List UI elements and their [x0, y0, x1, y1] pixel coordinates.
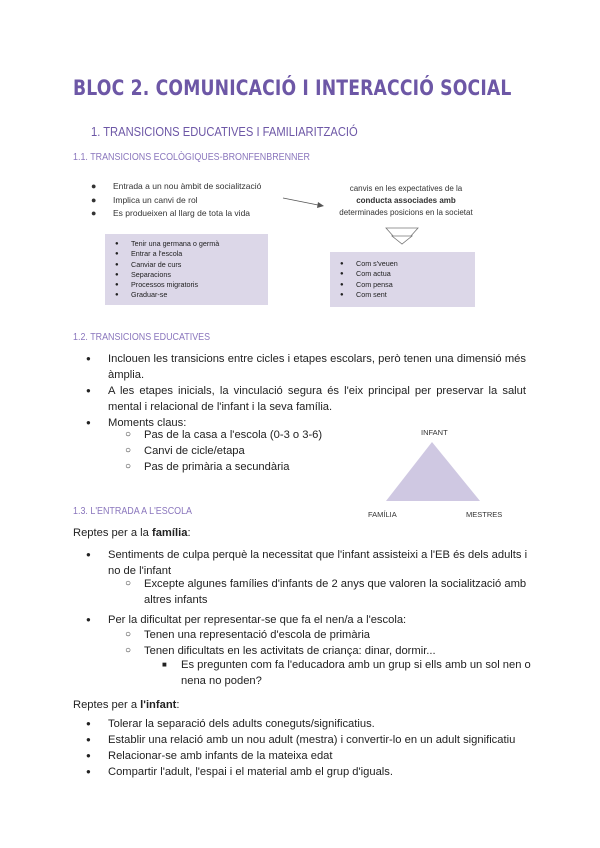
family-difficulty-item [108, 612, 528, 628]
list-item: ● Entrar a l'escola [105, 249, 268, 259]
list-item: ○ Canvi de cicle/etapa [144, 443, 322, 459]
list-item: ● Sentiments de culpa perquè la necessitat que l'infant assisteixi a l'EB és dels adults i no de l'infant [108, 547, 528, 579]
list-item: ● A les etapes inicials, la vinculació segura és l'eix principal per preservar la salut mental i relacional de l'infant i la seva família. [108, 383, 526, 415]
list-item: ● Inclouen les transicions entre cicles i etapes escolars, però tenen una dimensió més àmplia. [108, 351, 526, 383]
subsection-heading-1-2: 1.2. TRANSICIONS EDUCATIVES [73, 331, 211, 343]
section-heading: 1. TRANSICIONS EDUCATIVES I FAMILIARITZACIÓ [91, 124, 358, 139]
list-item: ○ Excepte algunes famílies d'infants de 2 anys que valoren la socialització amb altres infants [144, 576, 534, 608]
triangle-label-right: MESTRES [466, 510, 503, 519]
page-title: BLOC 2. COMUNICACIÓ I INTERACCIÓ SOCIAL [73, 76, 512, 100]
list-item: ● Entrada a un nou àmbit de socialització [91, 181, 262, 191]
list-item: ● Compartir l'adult, l'espai i el material amb el grup d'iguals. [108, 764, 515, 780]
transition-examples-box [105, 234, 268, 305]
triangle-label-left: FAMÍLIA [368, 510, 397, 519]
list-item: ● Tenir una germana o germà [105, 239, 268, 249]
child-challenges-list [108, 716, 515, 780]
list-item: ● Com s'veuen [330, 259, 475, 269]
list-item: ○ Pas de primària a secundària [144, 459, 322, 475]
list-item: ● Separacions [105, 270, 268, 280]
child-challenges-label: Reptes per a l'infant: [73, 699, 180, 711]
family-challenges-label: Reptes per a la família: [73, 527, 191, 539]
list-item: ● Canviar de curs [105, 260, 268, 270]
list-item: ● Relacionar-se amb infants de la mateixa edat [108, 748, 515, 764]
list-item: ● Com actua [330, 269, 475, 279]
list-item: ● Tolerar la separació dels adults coneguts/significatius. [108, 716, 515, 732]
expectations-note: canvis en les expectatives de la conducta associades amb determinades posicions en la societat [339, 184, 473, 217]
list-item: ○ Pas de la casa a l'escola (0-3 o 3-6) [144, 427, 322, 443]
list-item: ● Establir una relació amb un nou adult (mestra) i convertir-lo en un adult significatiu [108, 732, 515, 748]
list-item: ○ Tenen una representació d'escola de primària [144, 627, 534, 643]
key-moments-list [144, 427, 322, 475]
family-challenges-list [108, 547, 528, 579]
list-item: ● Com sent [330, 290, 475, 300]
relationship-triangle [386, 442, 480, 501]
list-item: ● Processos migratoris [105, 280, 268, 290]
family-question-item [181, 657, 533, 689]
subsection-heading-1-3: 1.3. L'ENTRADA A L'ESCOLA [73, 505, 192, 517]
family-sublist [144, 576, 534, 608]
list-item: ● Implica un canvi de rol [91, 194, 198, 205]
list-item: ● Moments claus: [108, 415, 526, 431]
list-item: ● Com pensa [330, 280, 475, 290]
list-item: ● Graduar-se [105, 290, 268, 300]
subsection-heading-1-1: 1.1. TRANSICIONS ECOLÒGIQUES-BRONFENBRENNER [73, 151, 310, 163]
list-item: ○ Tenen dificultats en les activitats de criança: dinar, dormir... [144, 643, 534, 659]
list-item: ● Per la dificultat per representar-se que fa el nen/a a l'escola: [108, 612, 528, 628]
family-difficulty-sublist [144, 627, 534, 659]
identity-change-box [330, 252, 475, 307]
list-item: ● Es produeixen al llarg de tota la vida [91, 208, 251, 218]
educational-transitions-text [108, 351, 526, 431]
list-item: ■ Es pregunten com fa l'educadora amb un grup si ells amb un sol nen o nena no poden? [181, 657, 533, 689]
triangle-label-top: INFANT [421, 428, 448, 437]
